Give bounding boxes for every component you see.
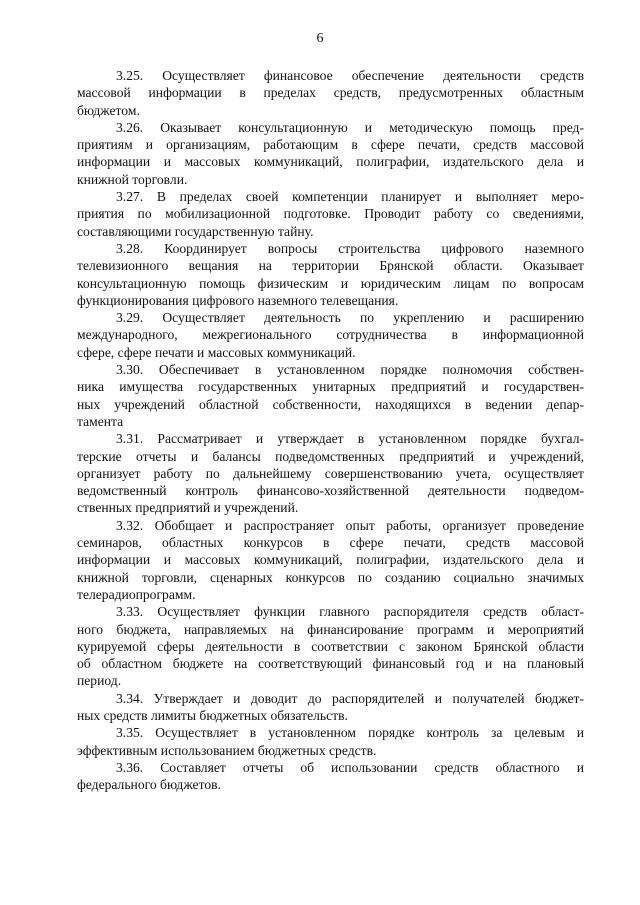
text-line: телевизионного вещания на территории Брянской области. Оказывает <box>77 258 584 274</box>
text-line: терские отчеты и балансы подведомственных предприятий и учреждений, <box>77 448 584 464</box>
text-line: ного бюджета, направляемых на финансирование программ и мероприятий <box>77 621 584 637</box>
text-line: 3.36. Составляет отчеты об использовании средств областного и <box>116 759 584 775</box>
text-line: 3.31. Рассматривает и утверждает в установленном порядке бухгал- <box>116 431 584 447</box>
text-line: ведомственный контроль финансово-хозяйственной деятельности подведом- <box>77 483 584 499</box>
text-line: бюджетом. <box>77 102 140 118</box>
text-line: организует работу по дальнейшему совершенствованию учета, осуществляет <box>77 465 584 481</box>
text-line: составляющими государственную тайну. <box>77 223 314 239</box>
text-line: федерального бюджетов. <box>77 777 221 793</box>
text-line: консультационную помощь физическим и юридическим лицам по вопросам <box>77 275 584 291</box>
paragraph <box>77 361 584 430</box>
text-line: телерадиопрограмм. <box>77 586 196 602</box>
text-line: книжной торговли, сценарных конкурсов по созданию социально значимых <box>77 569 584 585</box>
paragraph <box>77 724 584 759</box>
paragraph <box>77 430 584 516</box>
paragraph <box>77 119 584 188</box>
text-line: об областном бюджете на соответствующий финансовый год и на плановый <box>77 656 584 672</box>
text-line: 3.34. Утверждает и доводит до распорядителей и получателей бюджет- <box>116 690 584 706</box>
paragraph <box>77 517 584 603</box>
text-line: приятия по мобилизационной подготовке. Проводит работу со сведениями, <box>77 206 584 222</box>
text-line: информации и массовых коммуникаций, полиграфии, издательского дела и <box>77 552 584 568</box>
text-line: 3.25. Осуществляет финансовое обеспечение деятельности средств <box>116 68 584 83</box>
text-line: курируемой сферы деятельности в соответствии с законом Брянской области <box>77 638 584 654</box>
text-line: массовой информации в пределах средств, предусмотренных областным <box>77 85 584 101</box>
text-line: 3.32. Обобщает и распространяет опыт работы, организует проведение <box>116 517 584 533</box>
text-line: 3.27. В пределах своей компетенции планирует и выполняет меро- <box>116 189 584 205</box>
text-line: 3.35. Осуществляет в установленном порядке контроль за целевым и <box>116 725 584 741</box>
text-line: приятиям и организациям, работающим в сфере печати, средств массовой <box>77 137 584 153</box>
page-number: 6 <box>316 31 324 46</box>
paragraph <box>77 759 584 794</box>
text-line: информации и массовых коммуникаций, полиграфии, издательского дела и <box>77 154 584 170</box>
text-line: 3.29. Осуществляет деятельность по укреплению и расширению <box>116 310 584 326</box>
text-line: книжной торговли. <box>77 171 188 187</box>
text-line: семинаров, областных конкурсов в сфере печати, средств массовой <box>77 535 584 551</box>
paragraph <box>77 690 584 725</box>
paragraph <box>77 603 584 689</box>
document-body <box>77 67 584 793</box>
text-line: эффективным использованием бюджетных средств. <box>77 742 377 758</box>
text-line: 3.28. Координирует вопросы строительства цифрового наземного <box>116 240 584 256</box>
text-line: сфере, сфере печати и массовых коммуникаций. <box>77 344 356 360</box>
text-line: ственных предприятий и учреждений. <box>77 500 299 516</box>
text-line: период. <box>77 673 122 689</box>
paragraph <box>77 188 584 240</box>
text-line: 3.30. Обеспечивает в установленном порядке полномочия собствен- <box>116 362 584 378</box>
text-line: тамента <box>77 413 124 429</box>
text-line: международного, межрегионального сотрудничества в информационной <box>77 327 584 343</box>
paragraph <box>77 240 584 309</box>
text-line: функционирования цифрового наземного телевещания. <box>77 292 399 308</box>
paragraph <box>77 309 584 361</box>
text-line: ных учреждений областной собственности, находящихся в ведении депар- <box>77 396 584 412</box>
text-line: 3.26. Оказывает консультационную и методическую помощь пред- <box>116 119 584 135</box>
text-line: 3.33. Осуществляет функции главного распорядителя средств област- <box>116 604 584 620</box>
text-line: ных средств лимиты бюджетных обязательств. <box>77 707 348 723</box>
paragraph <box>77 67 584 119</box>
text-line: ника имущества государственных унитарных предприятий и государствен- <box>77 379 584 395</box>
